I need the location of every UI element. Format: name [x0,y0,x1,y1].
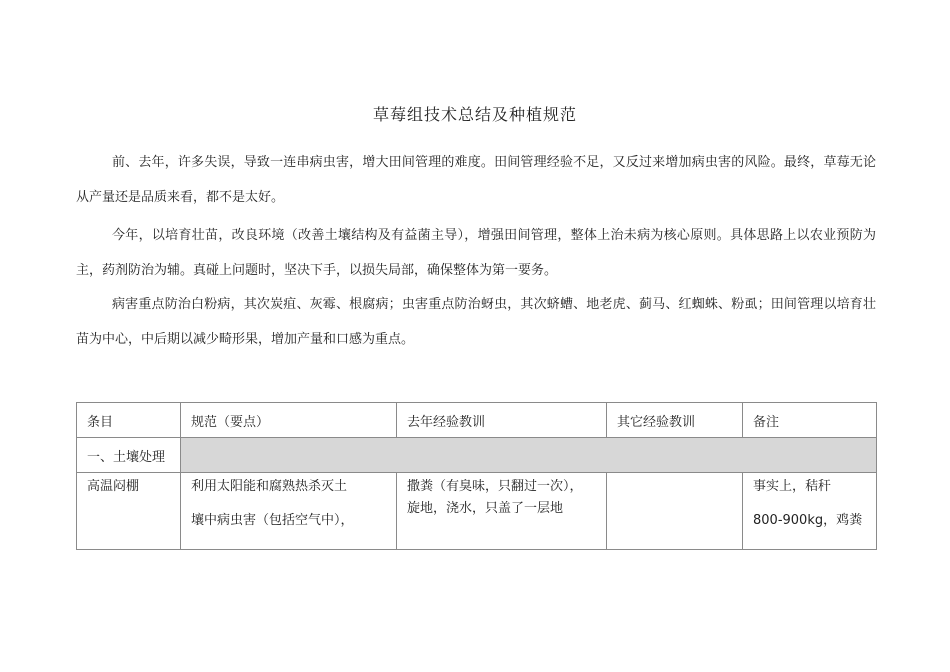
paragraph-3: 病害重点防治白粉病，其次炭疽、灰霉、根腐病；虫害重点防治蚜虫，其次蛴螬、地老虎、蓟马、红蜘蛛、粉虱；田间管理以培育壮苗为中心，中后期以减少畸形果，增加产量和口感为重点。 [76,297,876,347]
cell-note [743,473,877,550]
header-notes: 备注 [743,403,877,438]
cell-item [77,473,181,550]
header-spec: 规范（要点） [181,403,397,438]
cell-note-line1: 事实上，秸秆 [753,479,832,494]
table-row [77,473,877,550]
cell-spec-line1: 利用太阳能和腐熟热杀灭土 [191,479,348,494]
cell-spec [181,473,397,550]
header-other-lessons: 其它经验教训 [607,403,743,438]
cell-other [607,473,743,550]
cell-item-text: 高温闷棚 [87,479,140,494]
document-title: 草莓组技术总结及种植规范 [372,105,577,124]
table-section-row [77,438,877,473]
section-label: 一、土壤处理 [77,438,181,473]
header-item: 条目 [77,403,181,438]
header-last-year-lessons: 去年经验教训 [397,403,607,438]
cell-lesson [397,473,607,550]
paragraph-1: 前、去年，许多失误，导致一连串病虫害，增大田间管理的难度。田间管理经验不足，又反过来增加病虫害的风险。最终，草莓无论从产量还是品质来看，都不是太好。 [76,155,876,205]
table-header-row [77,403,877,438]
section-shaded-cell [181,438,877,473]
cell-lesson-line1: 撒粪（有臭味，只翻过一次）， [407,479,583,494]
paragraph-2: 今年，以培育壮苗，改良环境（改善土壤结构及有益菌主导），增强田间管理，整体上治未病为核心原则。具体思路上以农业预防为主，药剂防治为辅。真碰上问题时，坚决下手，以损失局部，确保整体为第一要务。 [76,228,876,278]
cell-spec-line2: 壤中病虫害（包括空气中）， [191,513,354,528]
spec-table [76,402,877,550]
cell-lesson-line2: 旋地，浇水，只盖了一层地 [407,501,564,516]
cell-note-line2: 800-900kg，鸡粪 [753,513,863,528]
